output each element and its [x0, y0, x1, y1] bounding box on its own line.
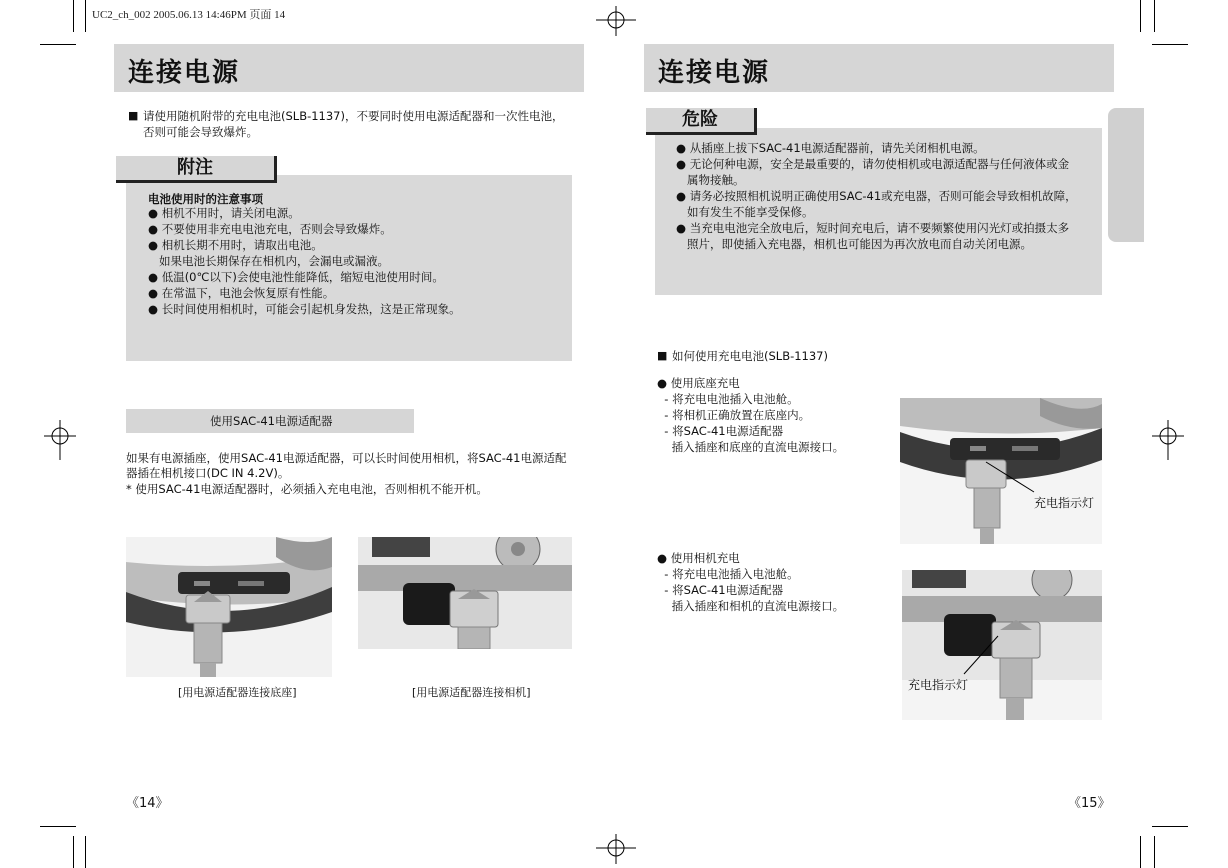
section-side-tab	[1108, 108, 1144, 242]
page-title-right: 连接电源	[658, 58, 771, 88]
print-header: UC2_ch_002 2005.06.13 14:46PM 页面 14	[92, 9, 286, 21]
camera-item: 插入插座和相机的直流电源接口。	[657, 599, 845, 613]
camera-charge-list	[657, 550, 844, 614]
danger-item: ● 无论何种电源，安全是最重要的，请勿使相机或电源适配器与任何液体或金	[676, 157, 1070, 171]
caption-camera: [用电源适配器连接相机]	[412, 686, 531, 699]
note-item: ● 低温(0℃以下)会使电池性能降低，缩短电池使用时间。	[148, 270, 444, 284]
note-item: ● 在常温下，电池会恢复原有性能。	[148, 286, 335, 300]
adapter-heading: 使用SAC-41电源适配器	[210, 414, 333, 428]
adapter-heading-bar	[126, 409, 414, 433]
danger-item: ● 请务必按照相机说明正确使用SAC-41或充电器，否则可能会导致相机故障，	[676, 189, 1077, 203]
danger-item: ● 当充电电池完全放电后，短时间充电后，请不要频繁使用闪光灯或拍摄太多	[676, 221, 1070, 235]
danger-tab: 危险	[646, 108, 757, 135]
adapter-para-line1: 如果有电源插座，使用SAC-41电源适配器，可以长时间使用相机，将SAC-41电源适配	[126, 451, 567, 465]
caption-dock: [用电源适配器连接底座]	[178, 686, 297, 699]
danger-item: 如有发生不能享受保修。	[676, 205, 814, 219]
page-number-right: 《15》	[1068, 796, 1111, 811]
adapter-para-line2: 器插在相机接口(DC IN 4.2V)。	[126, 466, 290, 480]
camera-indicator-photo	[902, 570, 1102, 720]
danger-item: ● 从插座上拔下SAC-41电源适配器前，请先关闭相机电源。	[676, 141, 985, 155]
note-item: ● 长时间使用相机时，可能会引起机身发热，这是正常现象。	[148, 302, 461, 316]
dock-item: - 将SAC-41电源适配器	[657, 424, 784, 438]
danger-item: 照片，即使插入充电器，相机也可能因为再次放电而自动关闭电源。	[676, 237, 1032, 251]
camera-item: - 将充电电池插入电池舱。	[657, 567, 799, 581]
intro-text-line2: 否则可能会导致爆炸。	[143, 125, 258, 139]
camera-item: - 将SAC-41电源适配器	[657, 583, 784, 597]
dock-charge-list	[657, 375, 844, 455]
registration-mark-bottom	[596, 834, 636, 864]
page-number-left: 《14》	[126, 796, 169, 811]
camera-photo	[358, 537, 572, 649]
adapter-para-line3: * 使用SAC-41电源适配器时，必须插入充电电池，否则相机不能开机。	[126, 482, 488, 496]
indicator-label-camera: 充电指示灯	[908, 678, 969, 692]
right-title-bar	[644, 44, 1114, 92]
note-item: ● 不要使用非充电电池充电，否则会导致爆炸。	[148, 222, 392, 236]
dock-item: ● 使用底座充电	[657, 376, 740, 390]
registration-mark-left	[44, 420, 76, 460]
intro-text-line1: ■ 请使用随机附带的充电电池(SLB-1137)，不要同时使用电源适配器和一次性电池，	[143, 108, 563, 124]
note-list	[148, 205, 461, 317]
note-item: ● 相机不用时，请关闭电源。	[148, 206, 300, 220]
note-heading: 电池使用时的注意事项	[148, 192, 263, 206]
registration-mark-right	[1152, 420, 1184, 460]
dock-indicator-photo	[900, 398, 1102, 544]
note-tab: 附注	[116, 156, 277, 183]
danger-item: 属物接触。	[676, 173, 745, 187]
registration-mark-top	[596, 6, 636, 36]
note-item: 如果电池长期保存在相机内，会漏电或漏液。	[148, 254, 389, 268]
dock-item: 插入插座和底座的直流电源接口。	[657, 440, 845, 454]
danger-list	[676, 140, 1077, 252]
note-item: ● 相机长期不用时，请取出电池。	[148, 238, 323, 252]
left-title-bar	[114, 44, 584, 92]
dock-photo	[126, 537, 332, 677]
howto-heading: ■ 如何使用充电电池(SLB-1137)	[672, 348, 828, 364]
dock-item: - 将相机正确放置在底座内。	[657, 408, 811, 422]
camera-item: ● 使用相机充电	[657, 551, 740, 565]
dock-item: - 将充电电池插入电池舱。	[657, 392, 799, 406]
indicator-label-dock: 充电指示灯	[1034, 496, 1095, 510]
page-title: 连接电源	[128, 58, 241, 88]
